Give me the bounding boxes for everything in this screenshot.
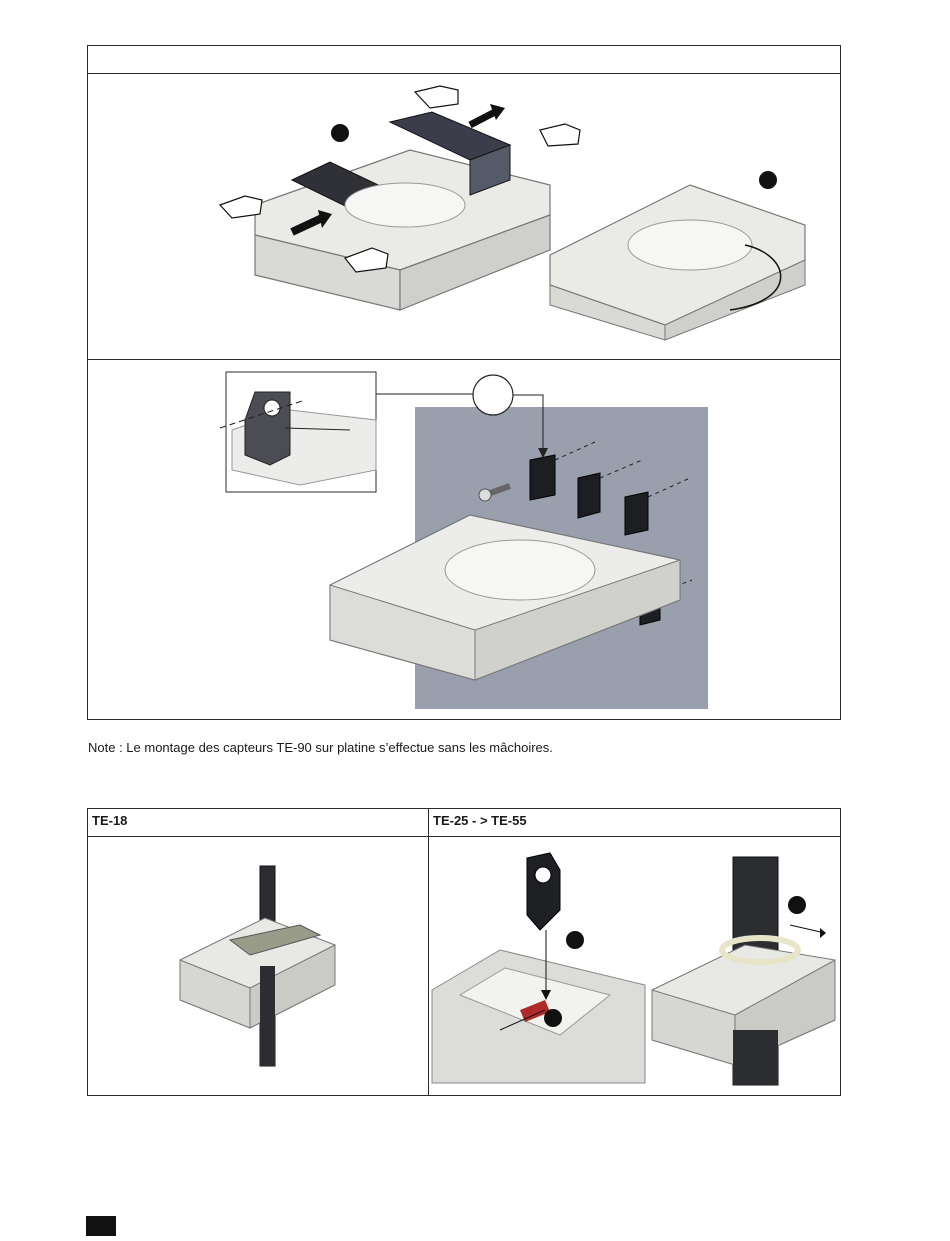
page-number-marker [86,1216,116,1236]
te-18-header: TE-18 [92,813,128,828]
mounting-note: Note : Le montage des capteurs TE-90 sur platine s’effectue sans les mâchoires. [88,740,553,755]
te-25-55-header: TE-25 - > TE-55 [433,813,527,828]
